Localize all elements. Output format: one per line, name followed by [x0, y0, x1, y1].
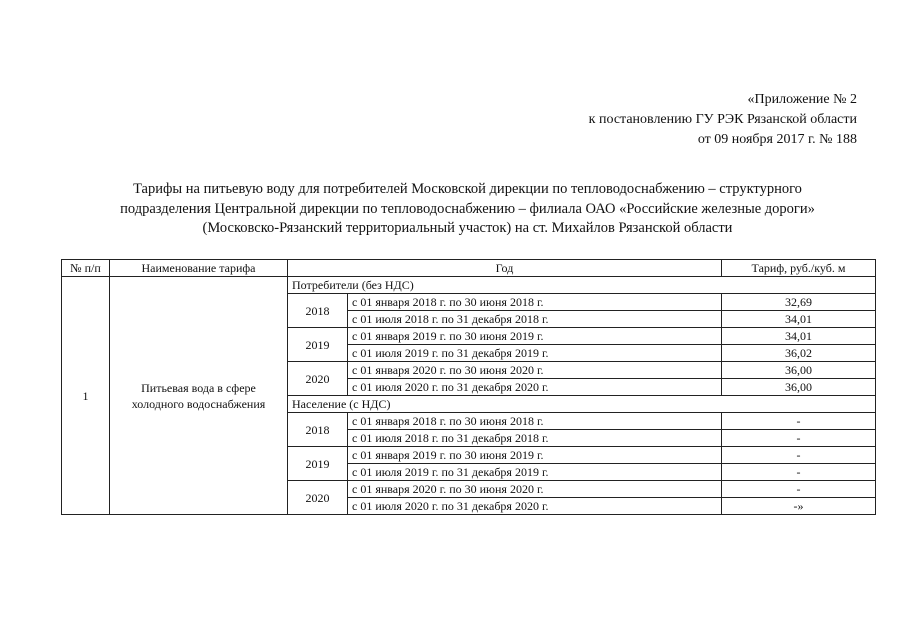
tariff-value: -: [722, 464, 876, 481]
document-title: [60, 180, 875, 239]
title-line-3: (Московско-Рязанский территориальный участок) на ст. Михайлов Рязанской области: [202, 220, 733, 236]
appendix-date: от 09 ноября 2017 г. № 188: [697, 132, 857, 147]
tariff-value: 36,00: [722, 362, 876, 379]
period-cell: с 01 июля 2018 г. по 31 декабря 2018 г.: [348, 311, 722, 328]
appendix-number: «Приложение № 2: [747, 92, 857, 107]
year-cell: 2019: [288, 447, 348, 481]
tariff-value: 32,69: [722, 294, 876, 311]
period-cell: с 01 июля 2018 г. по 31 декабря 2018 г.: [348, 430, 722, 447]
tariff-name: Питьевая вода в сфере холодного водоснабжения: [110, 277, 288, 515]
year-cell: 2018: [288, 413, 348, 447]
group-label: Потребители (без НДС): [288, 277, 876, 294]
tariff-value: 36,00: [722, 379, 876, 396]
period-cell: с 01 января 2018 г. по 30 июня 2018 г.: [348, 413, 722, 430]
row-number: 1: [62, 277, 110, 515]
period-cell: с 01 января 2020 г. по 30 июня 2020 г.: [348, 362, 722, 379]
tariff-value: 34,01: [722, 311, 876, 328]
group-label: Население (с НДС): [288, 396, 876, 413]
header-num: № п/п: [62, 260, 110, 277]
table-header-row: [62, 260, 876, 277]
tariff-value: -: [722, 413, 876, 430]
group-row: [62, 277, 876, 294]
title-line-1: Тарифы на питьевую воду для потребителей Московской дирекции по тепловодоснабжению – структурного: [133, 181, 802, 197]
tariff-value: -: [722, 447, 876, 464]
year-cell: 2020: [288, 481, 348, 515]
tariff-value: -: [722, 481, 876, 498]
period-cell: с 01 января 2020 г. по 30 июня 2020 г.: [348, 481, 722, 498]
header-tariff: Тариф, руб./куб. м: [722, 260, 876, 277]
tariff-value: -: [722, 430, 876, 447]
year-cell: 2020: [288, 362, 348, 396]
period-cell: с 01 июля 2019 г. по 31 декабря 2019 г.: [348, 345, 722, 362]
header-name: Наименование тарифа: [110, 260, 288, 277]
table-body: [62, 277, 876, 515]
tariff-value: -»: [722, 498, 876, 515]
title-line-2: подразделения Центральной дирекции по тепловодоснабжению – филиала ОАО «Российские железные дороги»: [120, 200, 815, 217]
year-cell: 2019: [288, 328, 348, 362]
appendix-header: [589, 90, 857, 150]
tariff-value: 34,01: [722, 328, 876, 345]
period-cell: с 01 января 2019 г. по 30 июня 2019 г.: [348, 447, 722, 464]
period-cell: с 01 января 2019 г. по 30 июня 2019 г.: [348, 328, 722, 345]
period-cell: с 01 июля 2020 г. по 31 декабря 2020 г.: [348, 498, 722, 515]
appendix-resolution: к постановлению ГУ РЭК Рязанской области: [588, 112, 857, 127]
header-year: Год: [288, 260, 722, 277]
tariff-table: [61, 259, 876, 515]
tariff-value: 36,02: [722, 345, 876, 362]
period-cell: с 01 июля 2020 г. по 31 декабря 2020 г.: [348, 379, 722, 396]
year-cell: 2018: [288, 294, 348, 328]
period-cell: с 01 июля 2019 г. по 31 декабря 2019 г.: [348, 464, 722, 481]
period-cell: с 01 января 2018 г. по 30 июня 2018 г.: [348, 294, 722, 311]
